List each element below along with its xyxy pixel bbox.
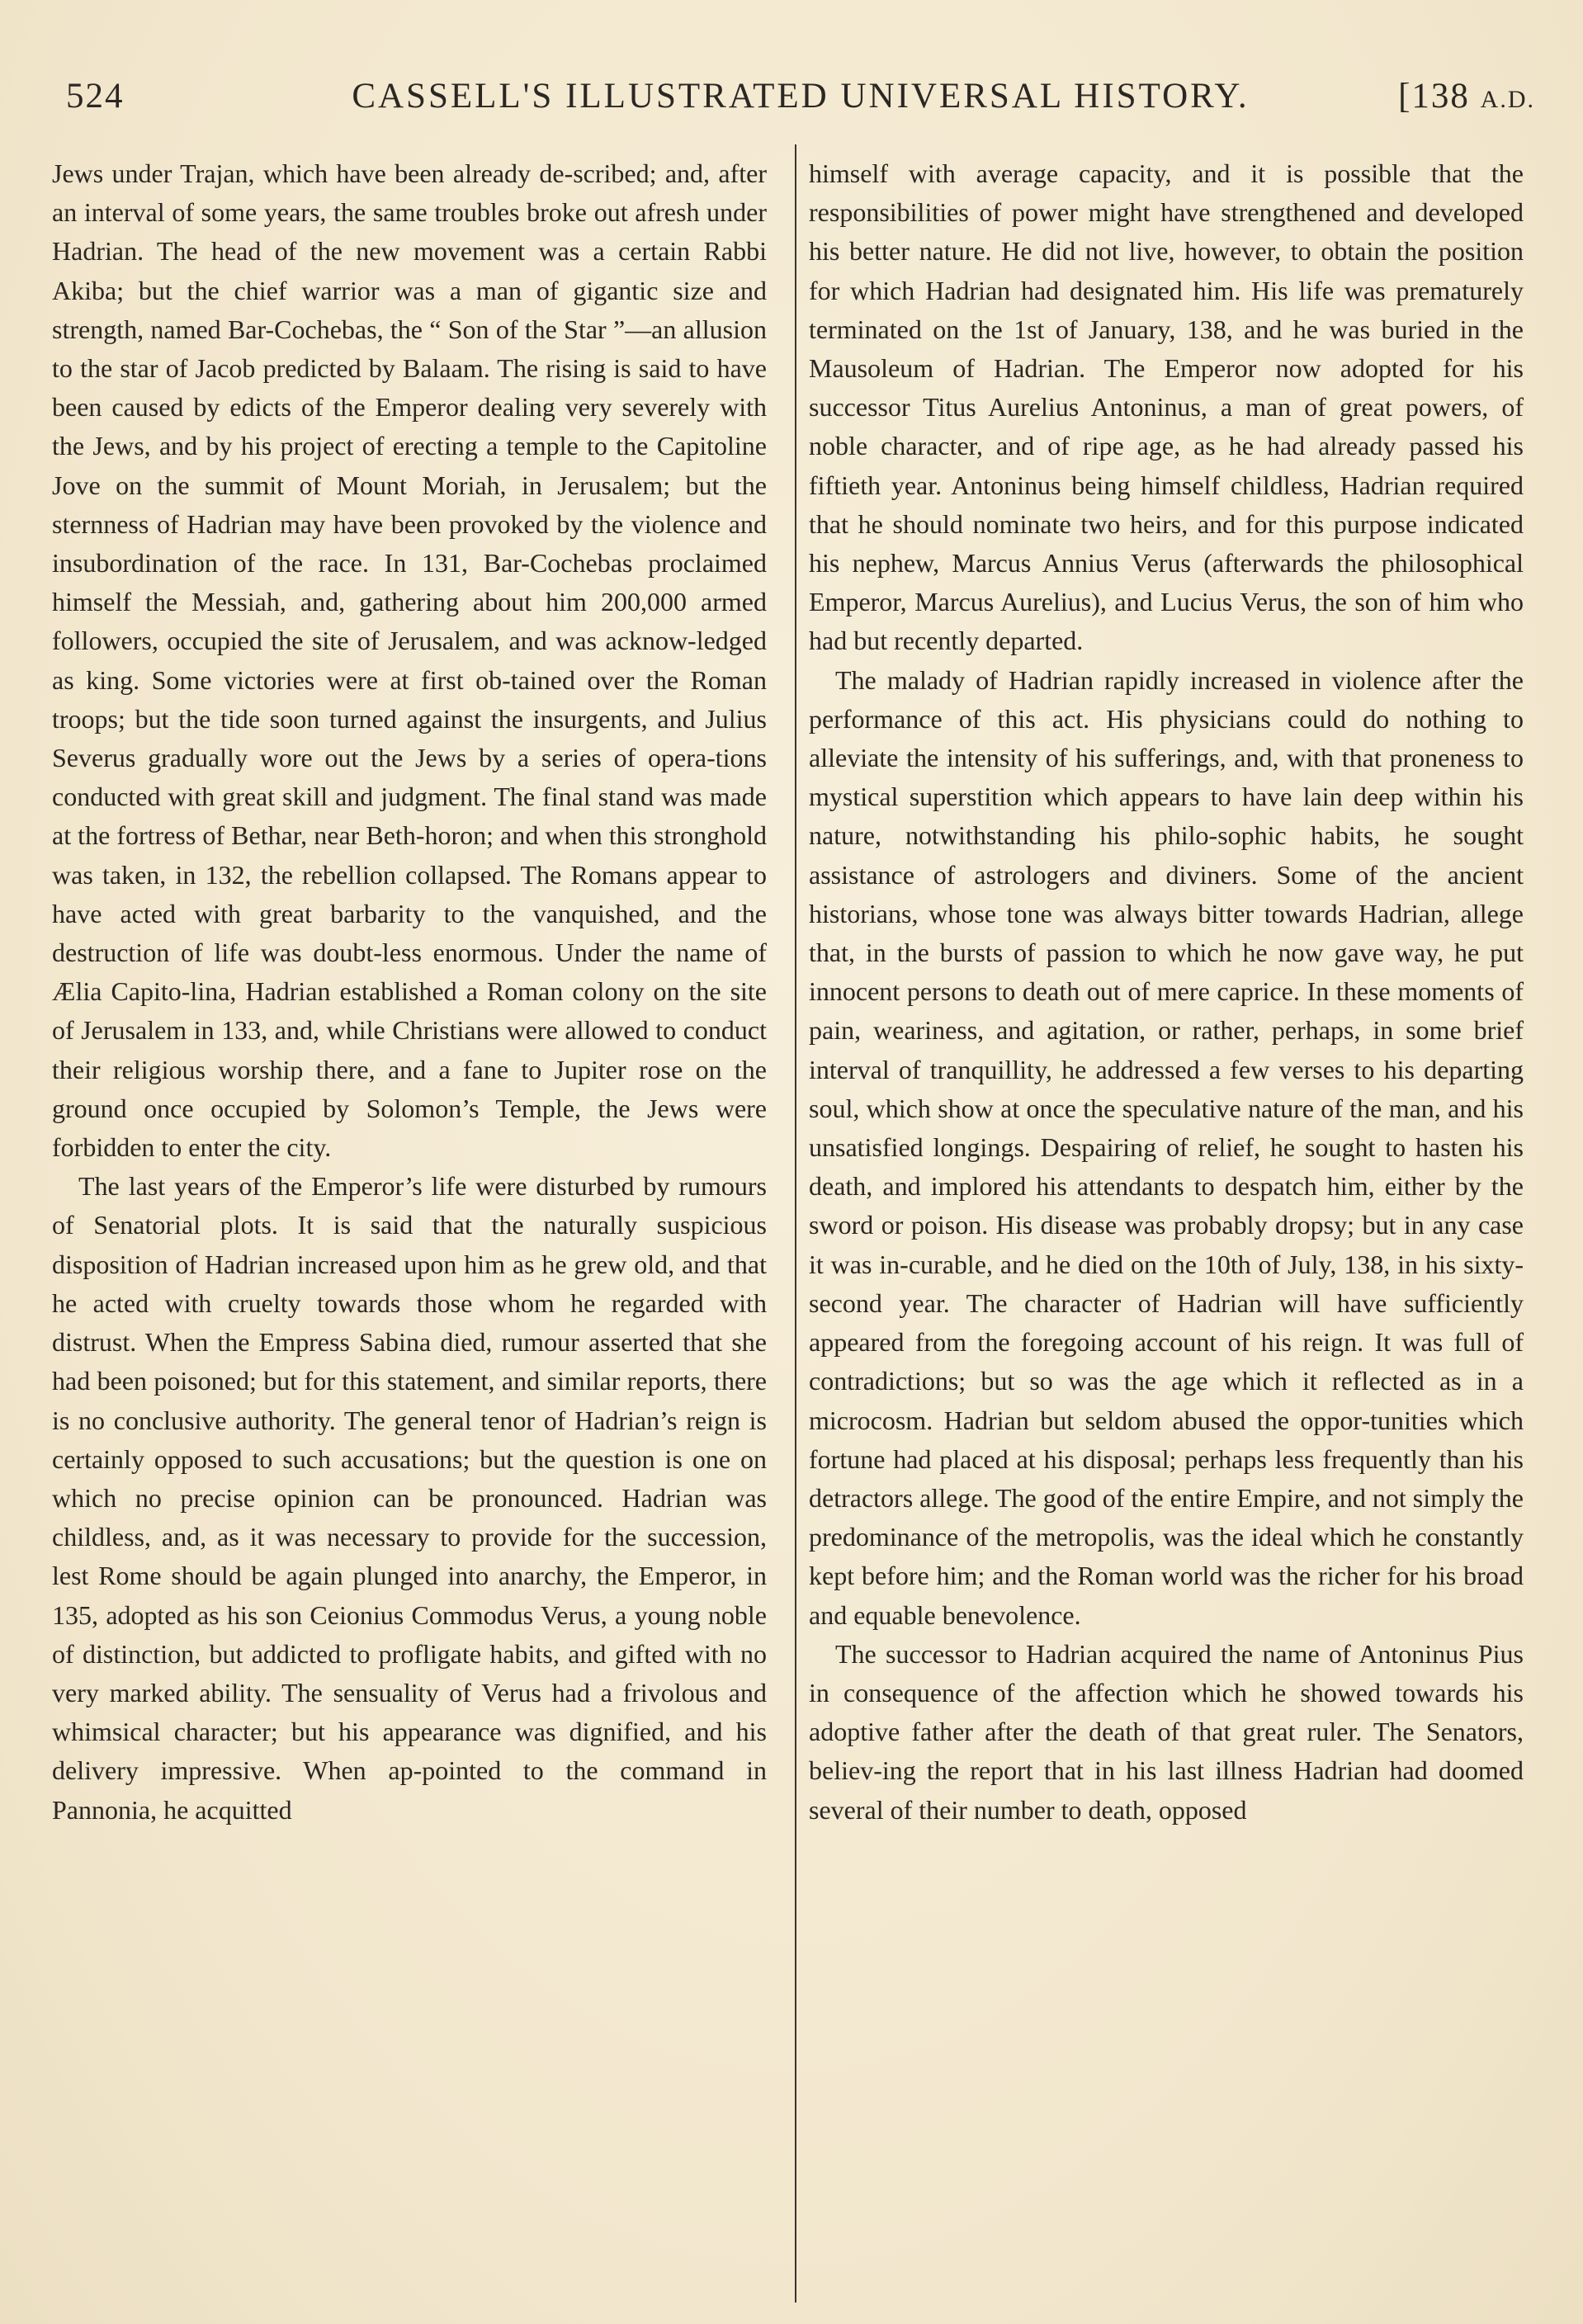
date-era: A.D. xyxy=(1480,86,1535,113)
running-head xyxy=(66,76,1535,125)
column-divider xyxy=(795,144,796,2303)
page-number: 524 xyxy=(66,77,125,116)
paragraph: The malady of Hadrian rapidly increased in violence after the performance of this act. His physicians could do nothing to alleviate the intensity of his sufferings, and, with that proneness to mystical superstition which appears to have lain deep within his nature, notwithstanding his philo-sophic habits, he sought assistance of astrologers and diviners. Some of the ancient historians, whose tone was always bitter towards Hadrian, allege that, in the bursts of passion to which he now gave way, he put innocent persons to death out of mere caprice. In these moments of pain, weariness, and agitation, or rather, perhaps, in some brief interval of tranquillity, he addressed a few verses to his departing soul, which show at once the speculative nature of the man, and his unsatisfied longings. Despairing of relief, he sought to hasten his death, and implored his attendants to despatch him, either by the sword or poison. His disease was probably dropsy; but in any case it was in-curable, and he died on the 10th of July, 138, in his sixty-second year. The character of Hadrian will have sufficiently appeared from the foregoing account of his reign. It was full of contradictions; but so was the age which it reflected as in a microcosm. Hadrian but seldom abused the oppor-tunities which fortune had placed at his disposal; perhaps less frequently than his detractors allege. The good of the entire Empire, and not simply the predominance of the metropolis, was the ideal which he constantly kept before him; and the Roman world was the richer for his broad and equable benevolence. xyxy=(809,664,1524,1630)
paragraph: The successor to Hadrian acquired the name of Antoninus Pius in consequence of the affection which he showed towards his adoptive father after the death of that great ruler. The Senators, believ-ing the report that in his last illness Hadrian had doomed several of their number to death, opposed xyxy=(809,1638,1524,1825)
paragraph: The last years of the Emperor’s life were disturbed by rumours of Senatorial plots. It is said that the naturally suspicious disposition of Hadrian increased upon him as he grew old, and that he acted with cruelty towards those whom he regarded with distrust. When the Empress Sabina died, rumour asserted that she had been poisoned; but for this statement, and similar reports, there is no conclusive authority. The general tenor of Hadrian’s reign is certainly opposed to such accusations; but the question is one on which no precise opinion can be pronounced. Hadrian was childless, and, as it was necessary to provide for the succession, lest Rome should be again plunged into anarchy, the Emperor, in 135, adopted as his son Ceionius Commodus Verus, a young noble of distinction, but addicted to profligate habits, and gifted with no very marked ability. The sensuality of Verus had a frivolous and whimsical character; but his appearance was dignified, and his delivery impressive. When ap-pointed to the command in Pannonia, he acquitted xyxy=(52,1171,767,1825)
left-column xyxy=(52,154,767,1830)
paragraph: Jews under Trajan, which have been already de-scribed; and, after an interval of some years, the same troubles broke out afresh under Hadrian. The head of the new movement was a certain Rabbi Akiba; but the chief warrior was a man of gigantic size and strength, named Bar-Cochebas, the “ Son of the Star ”—an allusion to the star of Jacob predicted by Balaam. The rising is said to have been caused by edicts of the Emperor dealing very severely with the Jews, and by his project of erecting a temple to the Capitoline Jove on the summit of Mount Moriah, in Jerusalem; but the sternness of Hadrian may have been provoked by the violence and insubordination of the race. In 131, Bar-Cochebas proclaimed himself the Messiah, and, gathering about him 200,000 armed followers, occupied the site of Jerusalem, and was acknow-ledged as king. Some victories were at first ob-tained over the Roman troops; but the tide soon turned against the insurgents, and Julius Severus gradually wore out the Jews by a series of opera-tions conducted with great skill and judgment. The final stand was made at the fortress of Bethar, near Beth-horon; and when this stronghold was taken, in 132, the rebellion collapsed. The Romans appear to have acted with great barbarity to the vanquished, and the destruction of life was doubt-less enormous. Under the name of Ælia Capito-lina, Hadrian established a Roman colony on the site of Jerusalem in 133, and, while Christians were allowed to conduct their religious worship there, and a fane to Jupiter rose on the ground once occupied by Solomon’s Temple, the Jews were forbidden to enter the city. xyxy=(52,158,767,1163)
date-year: [138 xyxy=(1398,77,1470,116)
paragraph: himself with average capacity, and it is possible that the responsibilities of power might have strengthened and developed his better nature. He did not live, however, to obtain the position for which Hadrian had designated him. His life was prematurely terminated on the 1st of January, 138, and he was buried in the Mausoleum of Hadrian. The Emperor now adopted for his successor Titus Aurelius Antoninus, a man of great powers, of noble character, and of ripe age, as he had already passed his fiftieth year. Antoninus being himself childless, Hadrian required that he should nominate two heirs, and for this purpose indicated his nephew, Marcus Annius Verus (afterwards the philosophical Emperor, Marcus Aurelius), and Lucius Verus, the son of him who had but recently departed. xyxy=(809,158,1524,656)
running-title: CASSELL'S ILLUSTRATED UNIVERSAL HISTORY. xyxy=(352,77,1250,116)
date-marker xyxy=(1398,76,1535,116)
right-column xyxy=(809,154,1524,1830)
